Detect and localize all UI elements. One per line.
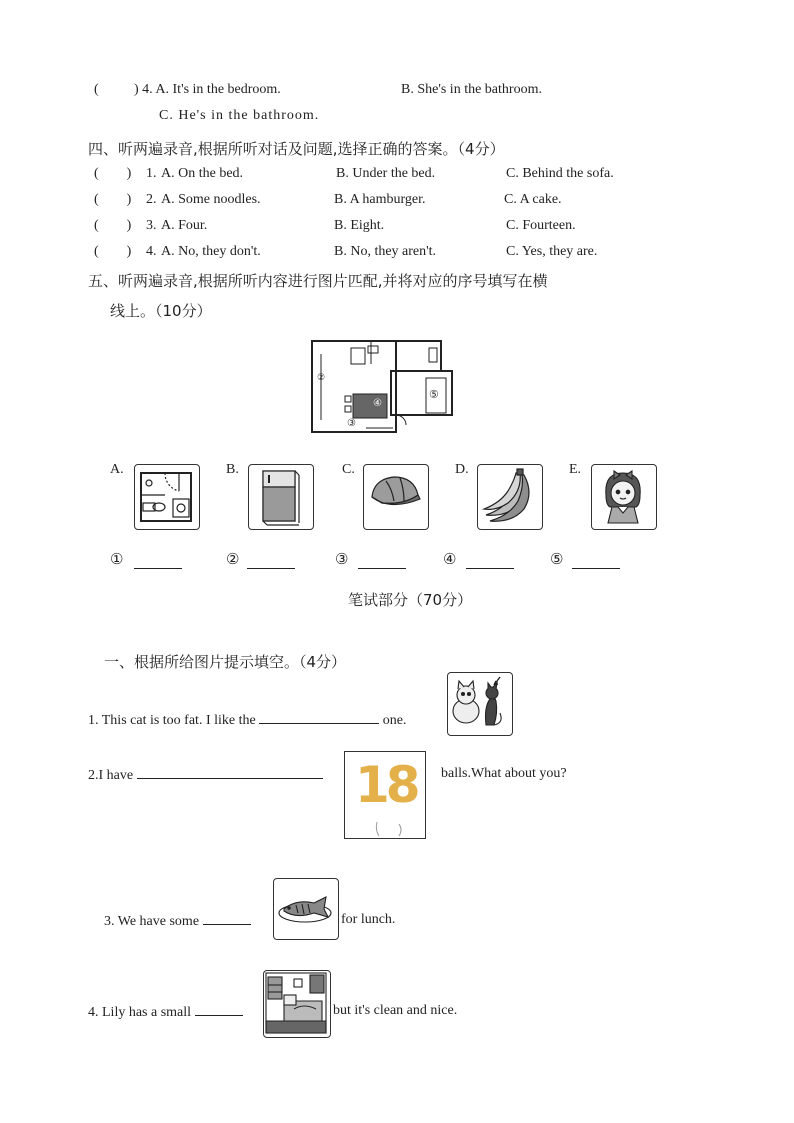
q1-text-end: one. xyxy=(382,713,407,728)
balloon-number: 18 xyxy=(355,756,417,814)
section5-title-line1: 五、听两遍录音,根据所听内容进行图片匹配,并将对应的序号填写在横 xyxy=(88,272,548,290)
fridge-icon xyxy=(248,464,314,530)
question-2 xyxy=(88,766,323,784)
answer-blank-1[interactable] xyxy=(134,556,182,569)
item-number: 3. xyxy=(146,218,157,233)
cats-icon xyxy=(447,672,513,736)
bedroom-icon xyxy=(263,970,331,1038)
answer-blank-3[interactable] xyxy=(358,556,406,569)
option-b: B. A hamburger. xyxy=(334,192,426,207)
s3-item4-paren: ( xyxy=(94,82,99,97)
s4-row-4 xyxy=(94,244,734,264)
option-a: A. Some noodles. xyxy=(161,192,261,207)
q3-text-end: for lunch. xyxy=(341,912,396,927)
s4-row-1 xyxy=(94,166,734,186)
plan-mark-3: ③ xyxy=(347,418,356,429)
floor-plan xyxy=(311,340,457,434)
q1-text: 1. This cat is too fat. I like the xyxy=(88,713,256,728)
q4-text: 4. Lily has a small xyxy=(88,1005,192,1020)
option-c: C. Yes, they are. xyxy=(506,244,598,259)
doll-icon xyxy=(591,464,657,530)
s4-row-3 xyxy=(94,218,734,238)
option-letter-a: A. xyxy=(110,462,124,477)
cap-icon xyxy=(363,464,429,530)
answer-blank-2[interactable] xyxy=(247,556,295,569)
q4-blank[interactable] xyxy=(195,1003,243,1016)
option-a: A. On the bed. xyxy=(161,166,244,181)
answer-paren[interactable]: ( ) xyxy=(94,218,132,233)
answer-paren[interactable]: ( ) xyxy=(94,244,132,259)
option-a: A. No, they don't. xyxy=(161,244,261,259)
written-part-title: 笔试部分（70分） xyxy=(348,591,473,609)
question-3 xyxy=(104,912,251,930)
answer-mark-2: ② xyxy=(226,552,240,568)
bananas-icon xyxy=(477,464,543,530)
option-c: C. A cake. xyxy=(504,192,562,207)
item-number: 4. xyxy=(146,244,157,259)
answer-row xyxy=(110,550,630,572)
answer-blank-5[interactable] xyxy=(572,556,620,569)
answer-mark-4: ④ xyxy=(443,552,457,568)
written1-title: 一、根据所给图片提示填空。（4分） xyxy=(104,653,347,671)
fish-dish-icon xyxy=(273,878,339,940)
q3-blank[interactable] xyxy=(203,912,251,925)
plan-mark-2: ② xyxy=(317,372,326,382)
bathroom-plan-icon xyxy=(134,464,200,530)
option-a: A. Four. xyxy=(161,218,208,233)
q4-text-end: but it's clean and nice. xyxy=(333,1003,458,1018)
balloon-18-icon xyxy=(344,751,426,839)
option-b: B. No, they aren't. xyxy=(334,244,437,259)
s3-item4-option-b: B. She's in the bathroom. xyxy=(401,82,542,97)
q2-blank[interactable] xyxy=(137,766,323,779)
option-b: B. Eight. xyxy=(334,218,385,233)
answer-paren[interactable]: ( ) xyxy=(94,192,132,207)
answer-mark-5: ⑤ xyxy=(550,552,564,568)
item-number: 1. xyxy=(146,166,157,181)
q3-text: 3. We have some xyxy=(104,914,200,929)
answer-mark-3: ③ xyxy=(335,552,349,568)
plan-mark-5: ⑤ xyxy=(429,389,439,401)
s3-item4-num: ) 4. A. It's in the bedroom. xyxy=(134,82,281,97)
item-number: 2. xyxy=(146,192,157,207)
answer-paren[interactable]: ( ) xyxy=(94,166,132,181)
option-c: C. Fourteen. xyxy=(506,218,576,233)
question-4 xyxy=(88,1003,243,1021)
section5-title-line2: 线上。（10分） xyxy=(110,302,212,320)
option-b: B. Under the bed. xyxy=(336,166,436,181)
s3-item4-option-c: C. He's in the bathroom. xyxy=(159,108,320,123)
answer-blank-4[interactable] xyxy=(466,556,514,569)
option-letter-b: B. xyxy=(226,462,239,477)
option-letter-d: D. xyxy=(455,462,469,477)
section4-title: 四、听两遍录音,根据所听对话及问题,选择正确的答案。（4分） xyxy=(88,140,505,158)
option-c: C. Behind the sofa. xyxy=(506,166,614,181)
option-letter-c: C. xyxy=(342,462,355,477)
q2-text: 2.I have xyxy=(88,768,134,783)
option-letter-e: E. xyxy=(569,462,582,477)
plan-mark-4: ④ xyxy=(373,398,382,409)
s4-row-2 xyxy=(94,192,734,212)
q2-text-end: balls.What about you? xyxy=(441,766,567,781)
answer-mark-1: ① xyxy=(110,552,124,568)
q1-blank[interactable] xyxy=(259,711,379,724)
question-1 xyxy=(88,711,406,729)
